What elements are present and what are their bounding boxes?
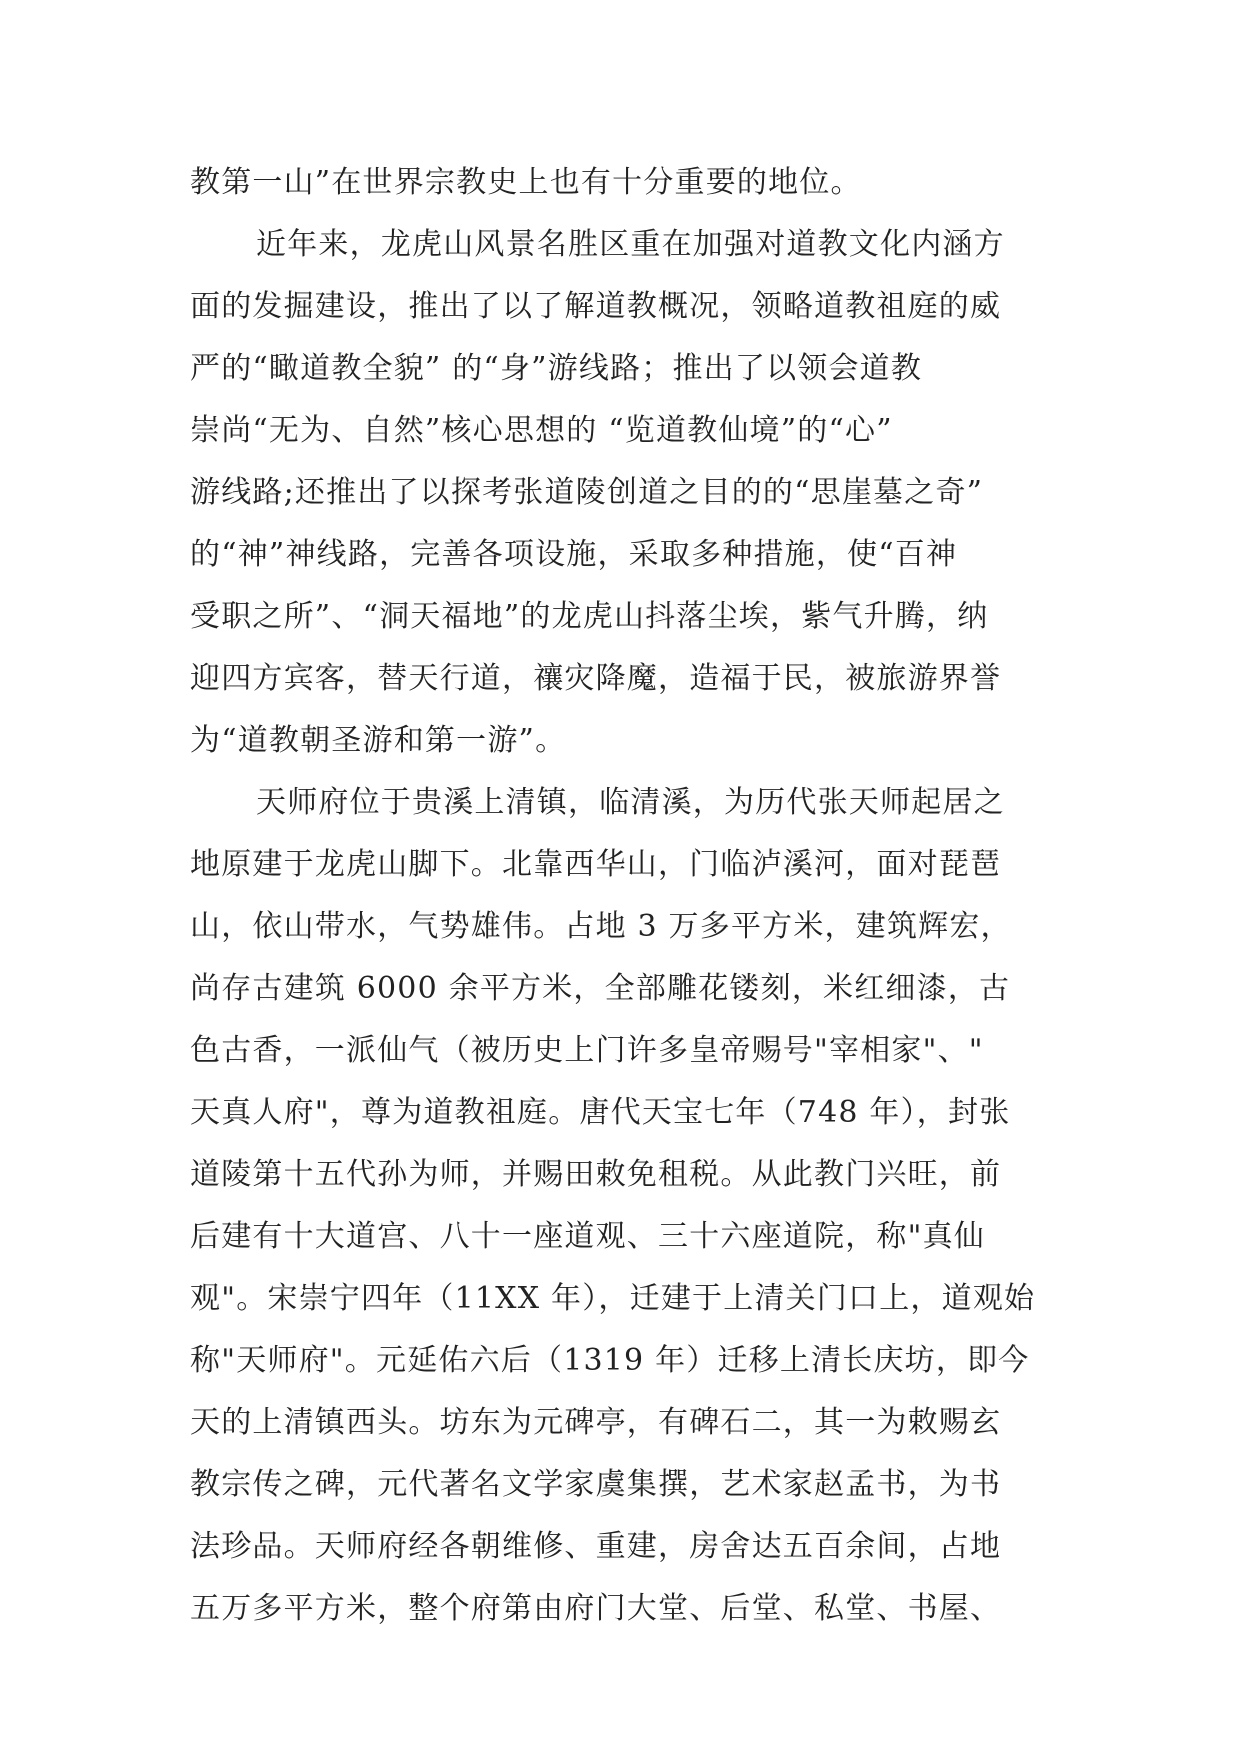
text-line: 山，依山带水，气势雄伟。占地 3 万多平方米，建筑辉宏， xyxy=(190,909,1012,944)
text-line: 五万多平方米，整个府第由府门大堂、后堂、私堂、书屋、 xyxy=(190,1591,1002,1626)
text-line: 受职之所”、“洞天福地”的龙虎山抖落尘埃，紫气升腾，纳 xyxy=(190,599,989,634)
paragraph-3 xyxy=(190,772,1070,1640)
text-line: 色古香，一派仙气（被历史上门许多皇帝赐号"宰相家"、" xyxy=(190,1033,984,1068)
text-line: 教第一山”在世界宗教史上也有十分重要的地位。 xyxy=(190,165,862,200)
text-line: 游线路;还推出了以探考张道陵创道之目的的“思崖墓之奇” xyxy=(190,475,984,510)
text-line: 观"。宋崇宁四年（11XX 年），迁建于上清关门口上，道观始 xyxy=(190,1281,1036,1316)
text-line: 法珍品。天师府经各朝维修、重建，房舍达五百余间，占地 xyxy=(190,1529,1002,1564)
text-line: 的“神”神线路，完善各项设施，采取多种措施，使“百神 xyxy=(190,537,958,572)
text-line: 崇尚“无为、自然”核心思想的 “览道教仙境”的“心” xyxy=(190,413,893,448)
text-line: 为“道教朝圣游和第一游”。 xyxy=(190,723,567,758)
document-body xyxy=(190,152,1070,1640)
text-line: 天的上清镇西头。坊东为元碑亭，有碑石二，其一为敕赐玄 xyxy=(190,1405,1002,1440)
text-line: 严的“瞰道教全貌” 的“身”游线路；推出了以领会道教 xyxy=(190,351,923,386)
text-line: 面的发掘建设，推出了以了解道教概况，领略道教祖庭的威 xyxy=(190,289,1002,324)
text-line: 教宗传之碑，元代著名文学家虞集撰，艺术家赵孟书，为书 xyxy=(190,1467,1002,1502)
text-line: 迎四方宾客，替天行道，禳灾降魔，造福于民，被旅游界誉 xyxy=(190,661,1002,696)
text-line: 天师府位于贵溪上清镇，临清溪，为历代张天师起居之 xyxy=(256,785,1005,820)
text-line: 天真人府"，尊为道教祖庭。唐代天宝七年（748 年），封张 xyxy=(190,1095,1011,1130)
text-line: 后建有十大道宫、八十一座道观、三十六座道院，称"真仙 xyxy=(190,1219,985,1254)
paragraph-1 xyxy=(190,152,1070,214)
text-line: 近年来，龙虎山风景名胜区重在加强对道教文化内涵方 xyxy=(256,227,1005,262)
paragraph-2 xyxy=(190,214,1070,772)
text-line: 地原建于龙虎山脚下。北靠西华山，门临泸溪河，面对琵琶 xyxy=(190,847,1002,882)
text-line: 尚存古建筑 6000 余平方米，全部雕花镂刻，米红细漆，古 xyxy=(190,971,1011,1006)
text-line: 道陵第十五代孙为师，并赐田敕免租税。从此教门兴旺，前 xyxy=(190,1157,1002,1192)
text-line: 称"天师府"。元延佑六后（1319 年）迁移上清长庆坊，即今 xyxy=(190,1343,1030,1378)
